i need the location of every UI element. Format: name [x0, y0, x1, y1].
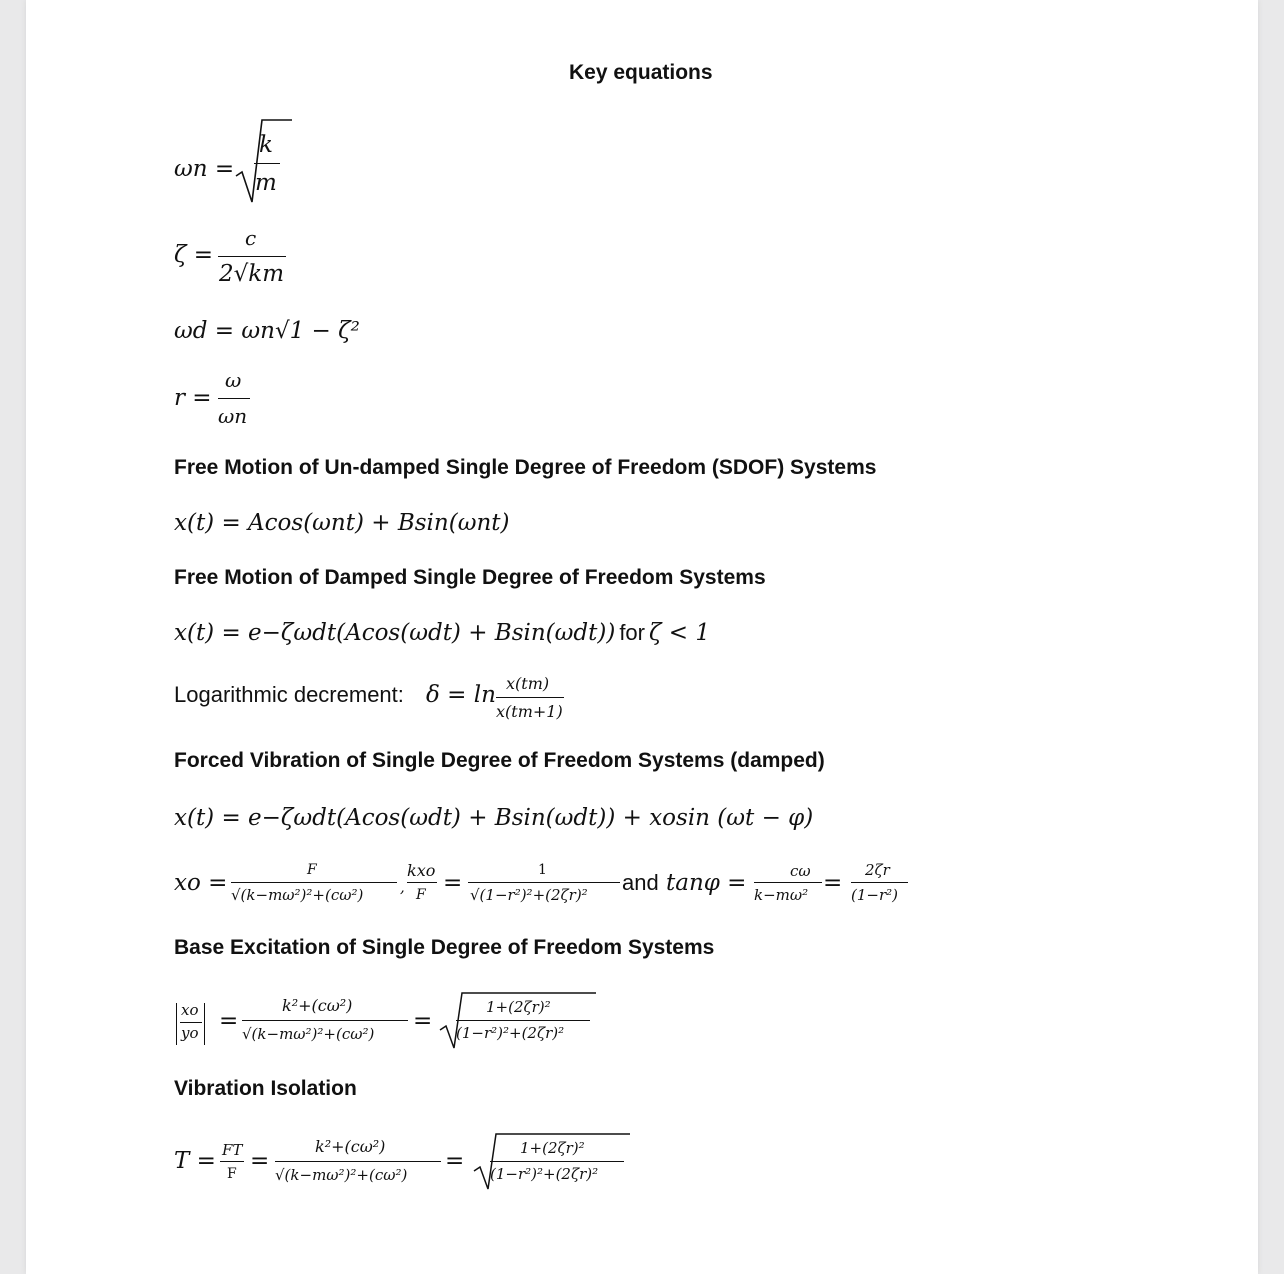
- abs-bar-left: [176, 1003, 177, 1045]
- frac4-denominator: k−mω²: [754, 886, 809, 904]
- document-page: [26, 0, 1258, 1274]
- equals-sign: =: [823, 870, 843, 896]
- frac1-denominator: √(k−mω²)²+(cω²): [275, 1166, 408, 1184]
- log-decrement-label: Logarithmic decrement:: [174, 682, 404, 707]
- log-decrement-denominator: x(tm+1): [496, 702, 563, 721]
- fraction-bar: [231, 882, 397, 883]
- frac5-numerator: 2ζr: [865, 861, 890, 879]
- frac5-denominator: (1−r²): [851, 886, 898, 904]
- r-numerator: ω: [225, 368, 242, 392]
- zeta-denominator: 2√km: [219, 261, 285, 287]
- fraction-bar: [851, 882, 908, 883]
- condition-word: for: [619, 620, 645, 645]
- frac2-numerator: kxo: [407, 861, 436, 880]
- log-decrement-lhs: δ = ln: [426, 682, 496, 708]
- section-heading-free-undamped: Free Motion of Un-damped Single Degree of Freedom (SDOF) Systems: [174, 456, 877, 479]
- fraction-bar: [275, 1161, 441, 1162]
- frac2-numerator: 1+(2ζr)²: [520, 1139, 585, 1157]
- section-heading-forced-damped: Forced Vibration of Single Degree of Freedom Systems (damped): [174, 749, 825, 772]
- equals-sign: =: [443, 870, 463, 896]
- section-heading-vibration-isolation: Vibration Isolation: [174, 1077, 357, 1100]
- omega-n-lhs: ωn =: [174, 156, 235, 182]
- forced-amp-lhs: xo =: [174, 870, 228, 896]
- fraction-bar: [496, 697, 564, 698]
- ratio-denominator: yo: [181, 1024, 199, 1042]
- frac2-denominator: (1−r²)²+(2ζr)²: [490, 1165, 599, 1183]
- zeta-lhs: ζ =: [174, 242, 214, 268]
- equals-sign: =: [219, 1008, 239, 1034]
- omega-n-numerator: k: [259, 132, 273, 158]
- frac2-denominator: (1−r²)²+(2ζr)²: [456, 1024, 565, 1042]
- section-heading-free-damped: Free Motion of Damped Single Degree of Freedom Systems: [174, 566, 766, 589]
- omega-n-denominator: m: [255, 170, 277, 196]
- and-word: and: [622, 870, 659, 895]
- r-denominator: ωn: [218, 404, 248, 428]
- fraction-bar: [242, 1020, 408, 1021]
- ratio-numerator: FT: [222, 1141, 243, 1159]
- comma: ,: [400, 878, 405, 896]
- fraction-bar: [456, 1020, 590, 1021]
- frac1-numerator: k²+(cω²): [282, 996, 353, 1015]
- phase-lhs: tanφ =: [666, 870, 747, 896]
- fraction-bar: [468, 882, 620, 883]
- frac1-denominator: √(k−mω²)²+(cω²): [231, 886, 364, 904]
- equals-sign: =: [250, 1148, 270, 1174]
- equals-sign: =: [445, 1148, 465, 1174]
- equation-damped-frequency: ωd = ωn√1 − ζ²: [174, 318, 360, 344]
- frac2-numerator: 1+(2ζr)²: [486, 998, 551, 1016]
- frac1-numerator: k²+(cω²): [315, 1137, 386, 1156]
- equation-forced-response: x(t) = e−ζωdt(Acos(ωdt) + Bsin(ωdt)) + xosin (ωt − φ): [174, 805, 814, 831]
- equals-sign: =: [413, 1008, 433, 1034]
- equation-undamped-response: x(t) = Acos(ωnt) + Bsin(ωnt): [174, 510, 510, 536]
- fraction-bar: [490, 1161, 624, 1162]
- fraction-bar: [220, 1161, 244, 1162]
- page-title: Key equations: [569, 61, 713, 84]
- frac4-numerator: cω: [790, 862, 811, 880]
- fraction-bar: [218, 256, 286, 257]
- ratio-numerator: xo: [181, 1001, 199, 1019]
- r-lhs: r =: [174, 385, 212, 411]
- frac1-denominator: √(k−mω²)²+(cω²): [242, 1025, 375, 1043]
- fraction-bar: [754, 882, 822, 883]
- equation-damped-response-line: [174, 620, 710, 646]
- frac2-denominator: F: [416, 887, 426, 903]
- fraction-bar: [254, 163, 280, 164]
- damped-condition: ζ < 1: [649, 620, 710, 646]
- log-decrement-numerator: x(tm): [506, 674, 550, 693]
- fraction-bar: [407, 882, 437, 883]
- frac3-numerator: 1: [538, 862, 547, 878]
- frac3-denominator: √(1−r²)²+(2ζr)²: [470, 886, 588, 904]
- isolation-lhs: T =: [174, 1148, 216, 1174]
- frac1-numerator: F: [307, 862, 317, 878]
- abs-bar-right: [204, 1003, 205, 1045]
- section-heading-base-excitation: Base Excitation of Single Degree of Freedom Systems: [174, 936, 715, 959]
- ratio-denominator: F: [227, 1166, 237, 1182]
- fraction-bar: [218, 398, 250, 399]
- zeta-numerator: c: [245, 226, 257, 250]
- equation-damped-response: x(t) = e−ζωdt(Acos(ωdt) + Bsin(ωdt)): [174, 620, 616, 646]
